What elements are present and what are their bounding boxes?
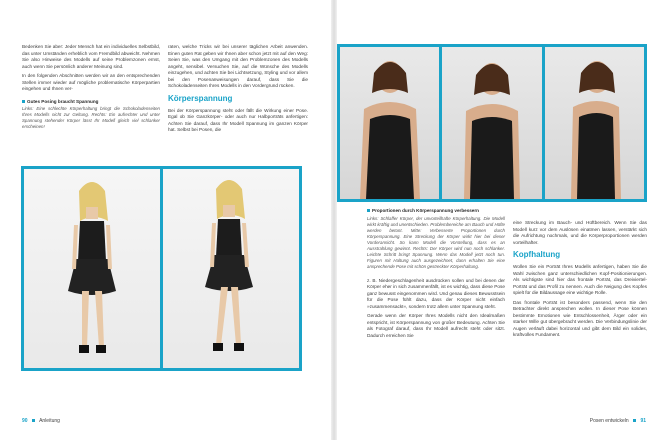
woman-figure-icon: [24, 169, 160, 368]
footer-label: Posen entwickeln: [589, 418, 629, 424]
photo-slouched-pose: [24, 169, 160, 368]
left-column-1: [22, 44, 160, 133]
caption-marker-icon: [22, 100, 25, 103]
page-footer-left: [22, 418, 60, 424]
photo-frame: [21, 166, 302, 371]
left-page: [0, 0, 331, 440]
paragraph: Gerade wenn der Körper Ihres Modells nicht den Idealmaßen entspricht, ist Körperspannung von großer Bedeutung. Achten Sie als Fotograf darauf, dass Ihr Modell aufrecht steht oder sitzt. Dadurch erreichen Sie: [367, 313, 505, 338]
figure-caption: [22, 99, 160, 131]
footer-marker-icon: [32, 419, 35, 422]
paragraph: z. B. Niedergeschlagenheit ausdrücken sollen und bei denen der Körper eher in sich zusammenfällt, ist es wichtig, dass diese Pose ganz bewusst eingenommen wird. Und genau dieses Bewusstsein für die Pose fühlt dazu, dass der Körper nicht einfach »zusammensackt«, sondern trotz allem unter Spannung steht.: [367, 277, 505, 309]
caption-title: Gutes Posing braucht Spannung: [27, 98, 99, 104]
paragraph: raten, welche Tricks wir bei unserer täglichen Arbeit anwenden. Einen guten Rat geben wir Ihnen aber schon jetzt mit auf den Weg: Seien Sie, was den Umgang mit den Problemzonen des Modells angeht, sensibel. Versuchen Sie, auf die Wünsche des Modells einzugehen, und achten Sie bei Lichtsetzung, Styling und vor allem bei den Posenanweisungen darauf, dass Sie die Schokoladenseiten Ihres Modells in den Vordergrund rücken.: [168, 44, 308, 88]
footer-marker-icon: [633, 419, 636, 422]
photo-pose-2: [442, 47, 542, 199]
woman-figure-icon: [163, 169, 299, 368]
caption-title: Proportionen durch Körperspannung verbessern: [372, 208, 479, 213]
photo-pose-1: [340, 47, 439, 199]
right-column-2: [513, 220, 647, 342]
photo-frame: [337, 44, 647, 202]
section-heading: Kopfhaltung: [513, 250, 561, 259]
woman-portrait-icon: [545, 47, 644, 199]
right-column-1: [367, 208, 505, 342]
photo-pose-3: [545, 47, 644, 199]
paragraph: Bedenken Sie aber: Jeder Mensch hat ein individuelles Selbstbild, das unter Umständen erheblich vom Fremdbild abweicht. Nehmen Sie also Hinweise des Modells auf seine Problemzonen ernst, auch wenn Sie persönlich anderer Meinung sind.: [22, 44, 160, 69]
figure-caption: [367, 208, 505, 270]
paragraph: Bei der Körperspannung steht oder fällt die Wirkung einer Pose. Egal ob Sie Ganzkörper- oder auch nur Halbporträts anfertigen: Achten Sie darauf, dass Ihr Modell Spannung im ganzen Körper hat. Selbst bei Posen, die: [168, 107, 308, 132]
right-page: [337, 0, 668, 440]
photo-upright-pose: [163, 169, 299, 368]
paragraph: Wollen Sie ein Porträt Ihres Modells anfertigen, haben Sie die Wahl zwischen ganz unterschiedlichen Kopf-Positionierungen. Als wichtigste sind hier das frontale Porträt, das Dreiviertel-Porträt und das Profil zu nennen. Auch die Neigung des Kopfes spielt für die Bildaussage eine wichtige Rolle.: [513, 264, 647, 295]
section-heading: Körperspannung: [168, 93, 233, 103]
woman-portrait-icon: [442, 47, 542, 199]
paragraph: In den folgenden Abschnitten werden wir an den entsprechenden Stellen immer wieder auf mögliche problematische Körperpartien eingehen und Ihnen ver-: [22, 73, 160, 91]
caption-text: Links: Schlaffer Körper, der unvorteilhafte Körperhaltung. Die Modell wirkt kräftig und unentschieden. Problembereiche am Bauch und Hüfte werden betont. Mitte: Verbesserte Proportionen durch Körperspannung. Eine Streckung der Körper wirkt hier bei dieser Vorderansicht. So kann Modell die Vorstellung, dass es an Ausstrahlung gewinnt. Rechts: Der Körper wird nun noch schlanker. Leichte Schritt bringt Spannung. Wenn das Modell jetzt noch tun. Figuren mit Haltung auch ausgezeichnet, dann erhalten Sie eine ansprechende Pose mit schön gestreckter Körperhaltung.: [367, 215, 505, 269]
woman-portrait-icon: [340, 47, 439, 199]
left-column-2: [168, 44, 308, 137]
footer-label: Anleitung: [39, 418, 60, 424]
caption-marker-icon: [367, 209, 370, 212]
paragraph: eine Streckung im Bauch- und Hüftbereich. Wenn Sie das Modell kurz vor dem Auslösen einatmen lassen, verstärkt sich die Aufrichtung nochmals, und die Körperproportionen werden vorteilhafter.: [513, 220, 647, 245]
paragraph: Das frontale Porträt ist besonders passend, wenn Sie den Betrachter direkt ansprechen wollen. In dieser Pose können bestimmte Emotionen wie Entschlossenheit, Ärger oder ein starker Wille gut übergebracht werden. Die Verbindungslinie der Augen verläuft dabei horizontal und gibt dem Bild ein solides, kraftvolles Fundament.: [513, 299, 647, 337]
page-footer-right: [590, 418, 646, 424]
page-number: 91: [640, 418, 646, 424]
caption-text: Links: Eine schlechte Körperhaltung bringt die Schokoladenseiten Ihres Modells nicht zur Geltung. Rechts: Ein aufrechter und unter Spannung stehender Körper lässt Ihr Modell gleich viel schlanker erscheinen!: [22, 106, 160, 129]
page-number: 90: [22, 418, 28, 424]
